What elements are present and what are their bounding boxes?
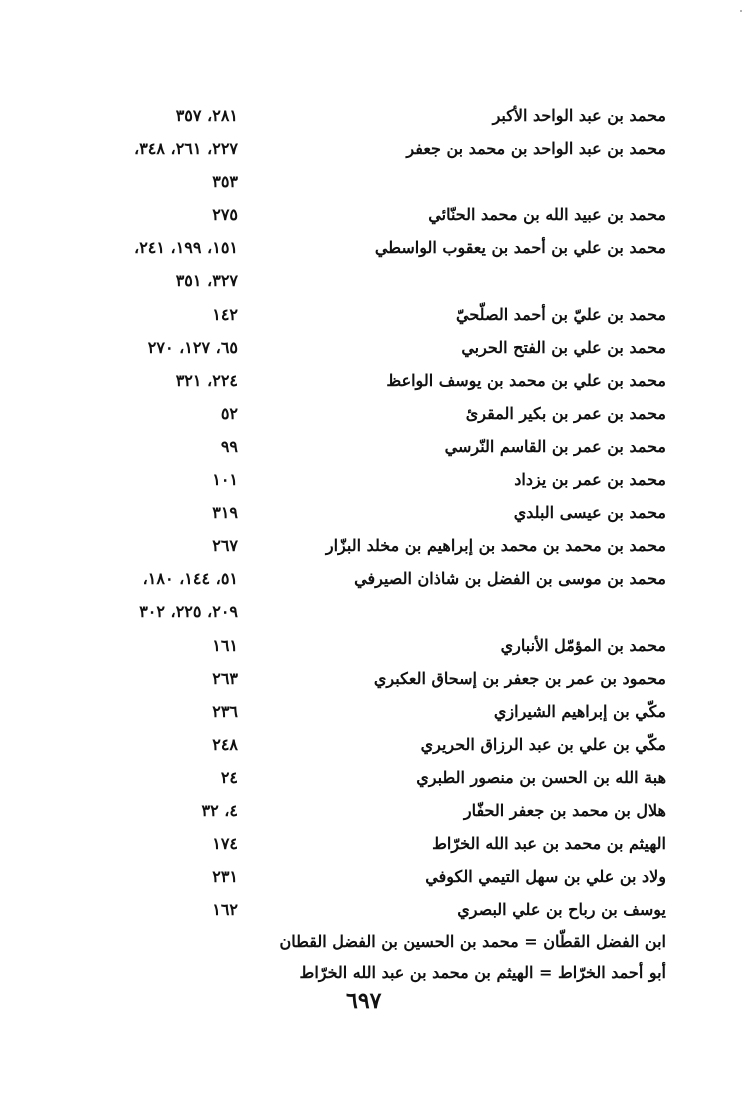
index-entry [0, 863, 750, 897]
entry-name: محمد بن عمر بن بكير المقرئ [465, 404, 666, 423]
index-entry-continuation [0, 267, 750, 301]
entry-pages: ٤، ٣٢ [201, 801, 238, 820]
entry-pages: ١٤٢ [212, 305, 238, 324]
index-entry [0, 698, 750, 732]
entry-pages: ١٠١ [212, 470, 238, 489]
entry-pages: ١٥١، ١٩٩، ٢٤١، [134, 238, 238, 257]
entry-name: يوسف بن رباح بن علي البصري [457, 900, 666, 919]
page-number: ٦٩٧ [346, 988, 382, 1014]
entry-name: مكّي بن علي بن عبد الرزاق الحريري [420, 735, 666, 754]
entry-name: محمد بن عمر بن القاسم النّرسي [444, 437, 666, 456]
entry-name: هلال بن محمد بن جعفر الحفّار [463, 801, 666, 820]
entry-name: محمد بن موسى بن الفضل بن شاذان الصيرفي [354, 569, 666, 588]
entry-pages: ٩٩ [220, 437, 238, 456]
entry-pages: ٢٠٩، ٢٢٥، ٣٠٢ [139, 602, 238, 621]
index-entry [0, 135, 750, 169]
scan-speck [740, 10, 742, 12]
index-entry [0, 797, 750, 831]
index-entry [0, 400, 750, 434]
entry-name: محمد بن عمر بن يزداد [514, 470, 666, 489]
entry-pages: ٣٢٧، ٣٥١ [175, 271, 238, 290]
entry-pages: ٢٧٥ [212, 205, 238, 224]
index-entry [0, 896, 750, 930]
entry-pages: ١٧٤ [212, 834, 238, 853]
entry-name: محمد بن علي بن أحمد بن يعقوب الواسطي [374, 238, 666, 257]
index-entry [0, 367, 750, 401]
entry-name: الهيثم بن محمد بن عبد الله الخرّاط [432, 834, 666, 853]
cross-reference: أبو أحمد الخرّاط = الهيثم بن محمد بن عبد الله الخرّاط [299, 963, 666, 982]
index-entry [0, 301, 750, 335]
entry-name: محمد بن عبيد الله بن محمد الحنّائي [428, 205, 666, 224]
index-entry [0, 499, 750, 533]
entry-pages: ٣٥٣ [212, 172, 238, 191]
cross-reference: ابن الفضل القطّان = محمد بن الحسين بن الفضل القطان [279, 932, 666, 951]
index-entry [0, 334, 750, 368]
entry-name: هبة الله بن الحسن بن منصور الطبري [416, 768, 666, 787]
entry-name: مكّي بن إبراهيم الشيرازي [493, 702, 666, 721]
entry-name: محمد بن عبد الواحد الأكبر [492, 106, 666, 125]
entry-pages: ٢٤ [220, 768, 238, 787]
entry-pages: ١٦١ [212, 636, 238, 655]
entry-name: محمود بن عمر بن جعفر بن إسحاق العكبري [373, 669, 666, 688]
index-entry-continuation [0, 168, 750, 202]
entry-name: محمد بن عبد الواحد بن محمد بن جعفر [406, 139, 666, 158]
entry-pages: ٢٨١، ٣٥٧ [175, 106, 238, 125]
entry-name: محمد بن علي بن محمد بن يوسف الواعظ [386, 371, 666, 390]
index-entry [0, 532, 750, 566]
entry-name: ولاد بن علي بن سهل التيمي الكوفي [425, 867, 666, 886]
entry-pages: ٢٦٣ [212, 669, 238, 688]
index-entry [0, 830, 750, 864]
entry-pages: ٥٢ [220, 404, 238, 423]
entry-pages: ٦٥، ١٢٧، ٢٧٠ [147, 338, 238, 357]
index-entry [0, 201, 750, 235]
index-entry [0, 565, 750, 599]
entry-name: محمد بن المؤمّل الأنباري [500, 636, 666, 655]
index-entry [0, 234, 750, 268]
entry-pages: ٢٢٧، ٢٦١، ٣٤٨، [134, 139, 238, 158]
entry-pages: ٥١، ١٤٤، ١٨٠، [142, 569, 238, 588]
index-entry [0, 731, 750, 765]
index-entry [0, 433, 750, 467]
index-entry [0, 102, 750, 136]
index-entry [0, 764, 750, 798]
entry-pages: ٢٣١ [212, 867, 238, 886]
index-entry [0, 466, 750, 500]
entry-name: محمد بن علي بن الفتح الحربي [461, 338, 666, 357]
index-entry-continuation [0, 598, 750, 632]
entry-pages: ٢٦٧ [212, 536, 238, 555]
entry-name: محمد بن عليّ بن أحمد الصلّحيّ [456, 305, 666, 324]
index-entry [0, 665, 750, 699]
entry-pages: ٢٢٤، ٣٢١ [175, 371, 238, 390]
entry-name: محمد بن محمد بن محمد بن إبراهيم بن مخلد البزّار [325, 536, 666, 555]
entry-name: محمد بن عيسى البلدي [513, 503, 666, 522]
entry-pages: ٢٤٨ [212, 735, 238, 754]
index-entry [0, 632, 750, 666]
entry-pages: ١٦٢ [212, 900, 238, 919]
entry-pages: ٢٣٦ [212, 702, 238, 721]
entry-pages: ٣١٩ [212, 503, 238, 522]
